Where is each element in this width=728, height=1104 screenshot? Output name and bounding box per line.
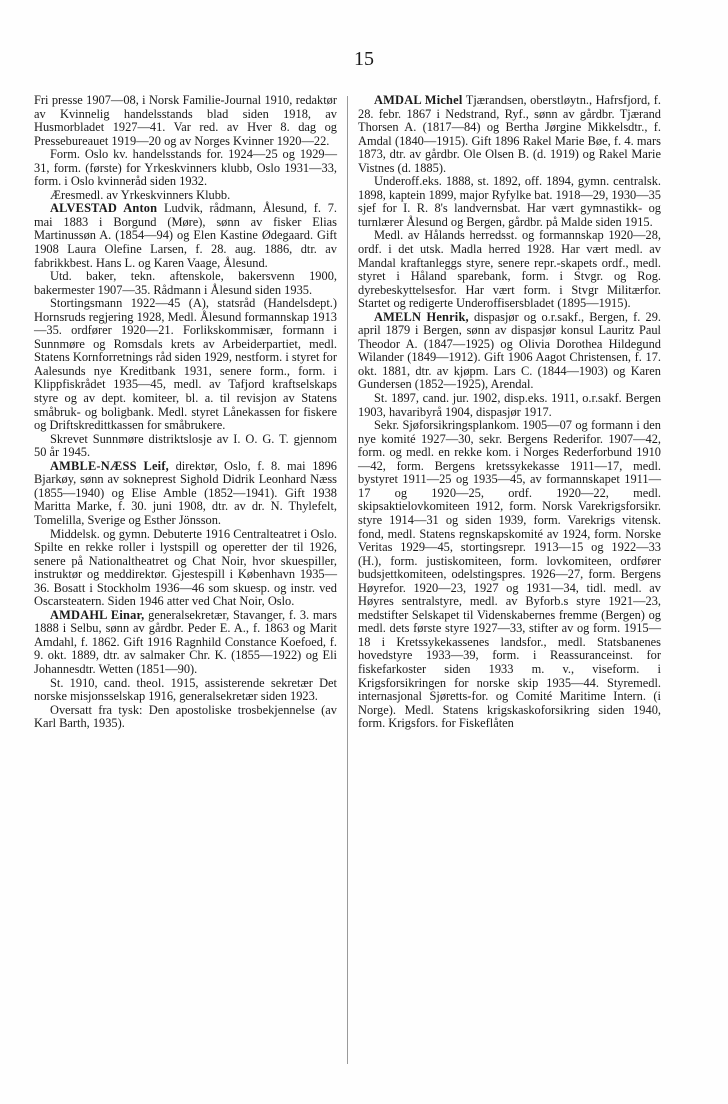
page-number: 15 — [354, 48, 374, 70]
paragraph: Middelsk. og gymn. Debuterte 1916 Centralteatret i Oslo. Spilte en rekke roller i lystspill og operetter der til 1926, senere på Nationaltheatret og Chat Noir, hvor skuespiller, instruktør og meddirektør. Gjestespill i København 1935—36. Bosatt i Stockholm 1936—46 som skuesp. og instr. ved Oscarsteatern. Siden 1946 atter ved Chat Noir, Oslo. — [34, 526, 337, 609]
paragraph: St. 1910, cand. theol. 1915, assisterende sekretær Det norske misjonsselskap 1916, generalsekretær siden 1923. — [34, 675, 337, 704]
biography-entry — [34, 202, 337, 270]
paragraph: Utd. baker, tekn. aftenskole, bakersvenn 1900, bakermester 1907—35. Rådmann i Ålesund siden 1935. — [34, 269, 337, 297]
entry-text: Tjærandsen, oberstløytn., Hafrsfjord, f. 28. febr. 1867 i Nedstrand, Ryf., sønn av gårdbr. Tjærand Thorsen A. (1817—84) og Bertha Jørgine Mikkelsdtr., f. Amdal (1840—1915). Gift 1896 Rakel Marie Bøe, f. 4. mars 1873, dtr. av gårdbr. Ole Olsen B. (d. 1919) og Rakel Marie Vistnes (d. 1885). — [358, 93, 661, 175]
paragraph: Skrevet Sunnmøre distriktslosje av I. O. G. T. gjennom 50 år 1945. — [34, 431, 337, 460]
paragraph: Underoff.eks. 1888, st. 1892, off. 1894, gymn. centralsk. 1898, kaptein 1899, major Ryfylke bat. 1918—29, 1930—35 sjef for I. R. 8's landvernsbat. Har vært gymnastikk- og turnlærer Ålesund og Bergen, gårdbr. på Malde siden 1915. — [358, 174, 661, 229]
paragraph: Form. Oslo kv. handelsstands for. 1924—25 og 1929—31, form. (første) for Yrkeskvinners klubb, Oslo 1931—33, form. i Oslo kvinneråd siden 1932. — [34, 147, 337, 189]
entry-headword: ALVESTAD Anton — [50, 201, 158, 216]
biography-entry — [358, 94, 661, 175]
paragraph: Medl. av Hålands herredsst. og formannskap 1920—28, ordf. i det utsk. Madla herred 1928. Har vært medl. av Mandal kraftanleggs styre, senere repr.-skapets ordf., medl. styret i Håland sparebank, form. i Stvgr. og Rog. dyrebeskyttelsesfor. Har vært form. i Stvgr Militærfor. Startet og redigerte Underoffisersbladet (1895—1915). — [358, 228, 661, 311]
biography-entry — [34, 460, 337, 528]
biography-entry — [34, 609, 337, 677]
entry-text: generalsekretær, Stavanger, f. 3. mars 1888 i Selbu, sønn av gårdbr. Peder E. A., f. 1863 og Marit Amdahl, f. 1862. Gift 1916 Ragnhild Constance Koefoed, f. 9. okt. 1889, dtr. av salmaker Chr. K. (1855—1922) og Eli Johannesdtr. Wetten (1851—90). — [34, 607, 337, 676]
right-column — [358, 94, 661, 731]
entry-text: dispasjør og o.r.sakf., Bergen, f. 29. april 1879 i Bergen, sønn av dispasjør konsul Lauritz Paul Theodor A. (1847—1925) og Olivia Dorothea Hildegund Wilander (1849—1912). Gift 1906 Aagot Christensen, f. 17. okt. 1881, dtr. av kjøpm. Lars C. (1844—1903) og Karen Gundersen (1852—1925), Arendal. — [358, 309, 661, 392]
column-divider — [347, 96, 348, 1064]
paragraph: Æresmedl. av Yrkeskvinners Klubb. — [50, 187, 231, 202]
entry-text: Ludvik, rådmann, Ålesund, f. 7. mai 1883 i Borgund (Møre), sønn av fisker Elias Martinussøn A. (1854—94) og Elen Kastine Ødegaard. Gift 1908 Laura Olefine Larsen, f. 28. aug. 1886, dtr. av fabrikkbest. Hans L. og Karen Vaage, Ålesund. — [34, 201, 337, 270]
left-column — [34, 94, 337, 731]
biography-entry — [358, 311, 661, 392]
paragraph: Sekr. Sjøforsikringsplankom. 1905—07 og formann i den nye komité 1927—30, sekr. Bergens Rederifor. 1907—42, form. og medl. en rekke kom. i Norges Rederforbund 1910—42, form. Bergens kretssykekasse 1911—17, medl. bystyret 1911—25 og 1935—45, av formannskapet 1911—17 og 1920—25, ordf. 1920—22, medl. skipsaktielovkomiteen 1912, form. Norsk Varekrigsforsikr. styre 1914—31 og siden 1939, form. Varekrigs vitensk. fond, medl. Statens regnskapskomité av 1924, form. Norske Veritas 1929—45, stortingsrepr. 1913—15 og 1922—33 (H.), form. justiskomiteen, form. lovkomiteen, ordfører budsjettkomiteen, odelstingspres. 1926—27, form. Bergens Høyrefor. 1920—23, 1927 og 1931—34, tidl. medl. av Høyres sentralstyre, medl. av Byforb.s styre 1921—23, medstifter Selskapet til Videnskabernes fremme (Bergen) og medl. dets første styre 1927—33, stifter av og form. 1915—18 i Kretssykekassenes landsfor., medl. Statsbanenes hovedstyre 1933—39, form. i Reassuranceinst. for fiskefarkoster siden 1933 m. v., viseform. i Krigsforsikringen for norske skip 1935—44. Styremedl. internasjonal Sjøretts-for. og Comité Maritime Intern. (i Norge). Medl. Statens krigskaskoforsikring siden 1940, form. Krigsfors. for Fiskeflåten — [358, 418, 661, 731]
paragraph: St. 1897, cand. jur. 1902, disp.eks. 1911, o.r.sakf. Bergen 1903, havaribyrå 1904, dispasjør 1917. — [358, 391, 661, 419]
entry-headword: AMDAL Michel — [374, 93, 463, 107]
entry-headword: AMDAHL Einar, — [50, 607, 145, 622]
continued-paragraph: Fri presse 1907—08, i Norsk Familie-Journal 1910, redaktør av Kvinnelig handelsstands blad siden 1918, av Husmorbladet 1927—41. Var red. av Hver 8. dag og Pressebureauet 1919—20 og av Norges Kvinner 1920—22. — [34, 93, 337, 148]
entry-text: direktør, Oslo, f. 8. mai 1896 Bjarkøy, sønn av sokneprest Sighold Didrik Leonhard Næss (1855—1940) og Elise Amble (1852—1941). Gift 1938 Maritta Marke, f. 30. juni 1908, dtr. av dr. N. Thylefelt, Tomelilla, Sverige og Esther Jönsson. — [34, 458, 337, 527]
entry-headword: AMBLE-NÆSS Leif, — [50, 458, 169, 473]
entry-headword: AMELN Henrik, — [374, 309, 469, 324]
paragraph: Stortingsmann 1922—45 (A), statsråd (Handelsdept.) Hornsruds regjering 1928, Medl. Ålesund formannskap 1913—35. ordfører 1920—21. Forlikskommisær, formann i Sunnmøre og Romsdals krets av Arbeiderpartiet, medl. Statens Kornforretnings råd siden 1929, nestform. i styret for Aalesunds nye Kreditbank 1931, senere form., form. i Klippfiskrådet 1935—45, medl. av Tafjord kraftselskaps styre og av dept. komiteer, bl. a. til revisjon av Statens småbruk- og boligbank. Medl. styret Lånekassen for fiskere og Driftskredittkassen for småbrukere. — [34, 296, 337, 433]
paragraph: Oversatt fra tysk: Den apostoliske trosbekjennelse (av Karl Barth, 1935). — [34, 702, 337, 731]
